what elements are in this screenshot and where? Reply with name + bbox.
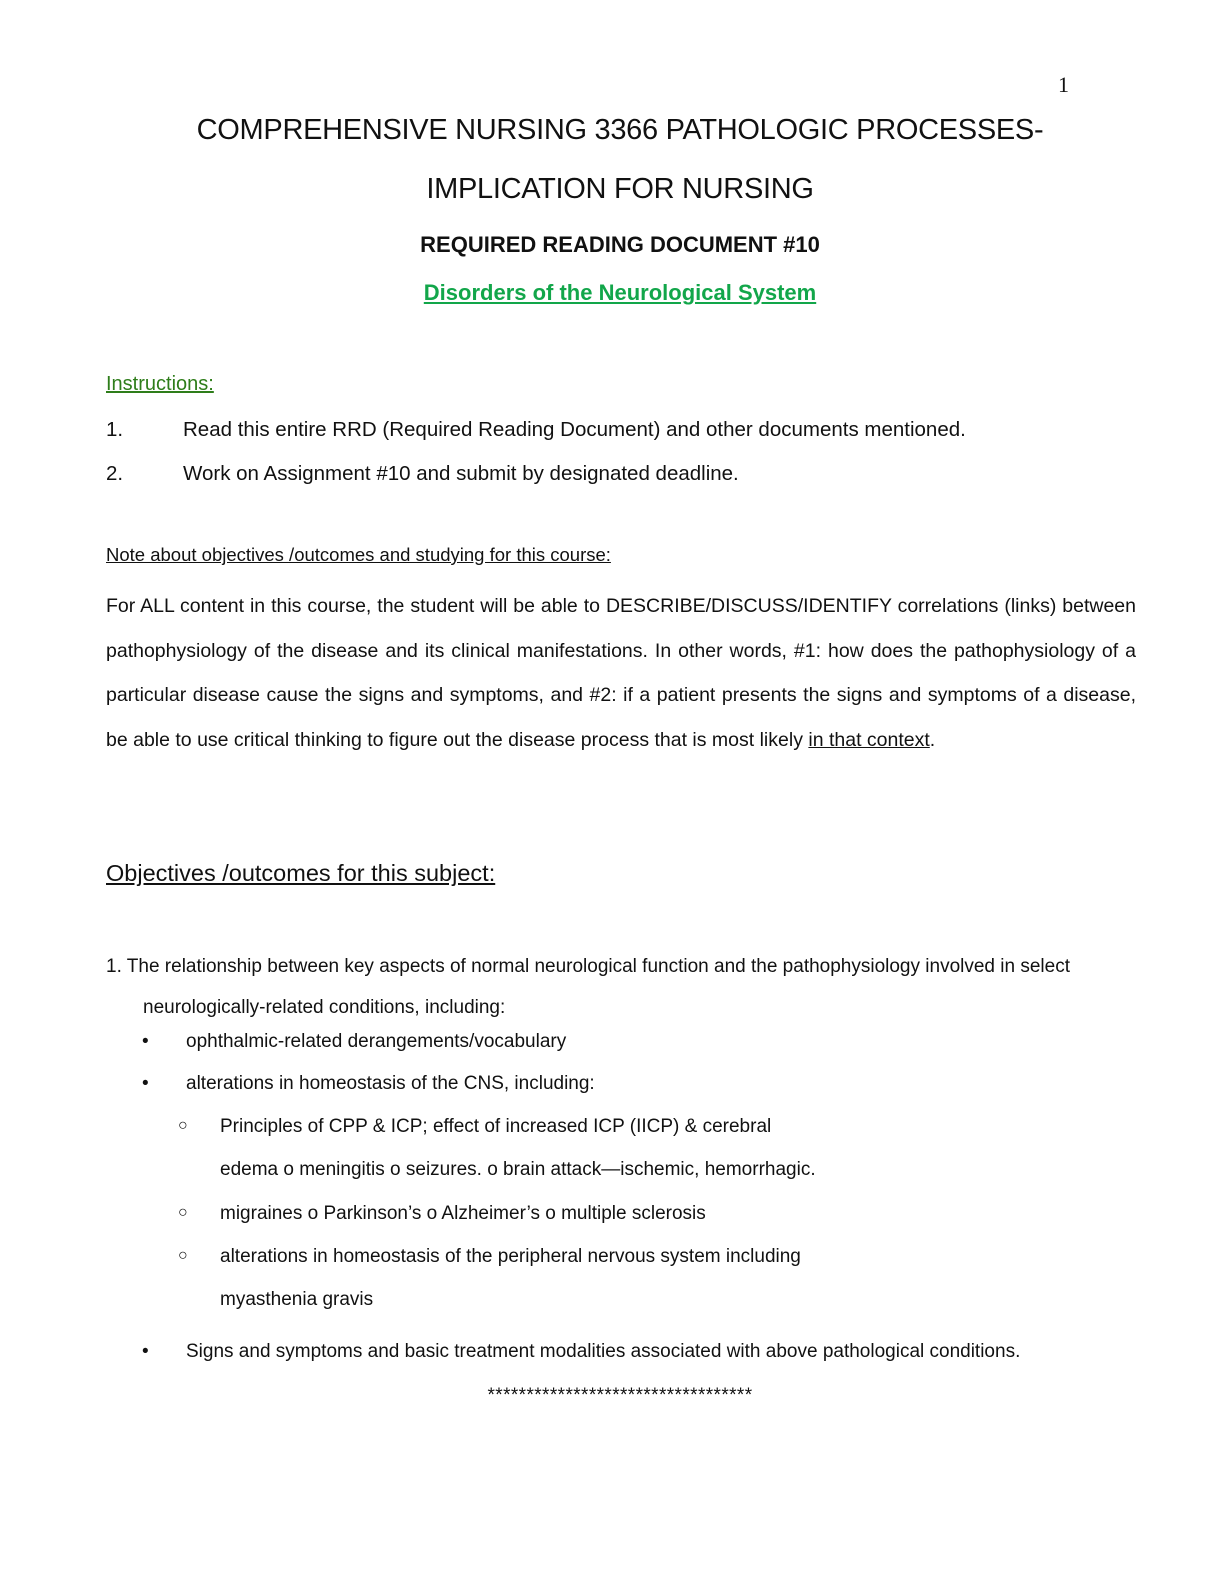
sub-bullet-line-2: myasthenia gravis xyxy=(220,1289,374,1310)
sub-bullet-text xyxy=(220,1192,706,1235)
page-number: 1 xyxy=(1058,72,1069,97)
note-body xyxy=(106,584,1136,762)
bullet-text: Signs and symptoms and basic treatment modalities associated with above pathological conditions. xyxy=(186,1341,1021,1362)
sub-bullet-line-1: migraines o Parkinson’s o Alzheimer’s o multiple sclerosis xyxy=(220,1203,706,1224)
note-label: Note about objectives /outcomes and studying for this course: xyxy=(106,544,611,565)
sub-bullet-line-2: edema o meningitis o seizures. o brain attack—ischemic, hemorrhagic. xyxy=(220,1159,816,1180)
instruction-number: 2. xyxy=(106,462,124,485)
instruction-text: Read this entire RRD (Required Reading Document) and other documents mentioned. xyxy=(183,418,966,441)
instruction-text: Work on Assignment #10 and submit by designated deadline. xyxy=(183,462,739,485)
instruction-item xyxy=(106,462,739,486)
document-subtitle: REQUIRED READING DOCUMENT #10 xyxy=(420,232,820,257)
objectives-heading: Objectives /outcomes for this subject: xyxy=(106,860,496,886)
bullet-icon: • xyxy=(142,1073,149,1094)
note-body-text: For ALL content in this course, the student will be able to DESCRIBE/DISCUSS/IDENTIFY correlations (links) between pathophysiology of the disease and its clinical manifestations. In other words, #1: how does the pathophysiology of a particular disease cause the signs and symptoms, and #2: if a patient presents the signs and symptoms of a disease, be able to use critical thinking to figure out the disease process that is most likely xyxy=(106,595,1136,751)
note-body-period: . xyxy=(929,728,936,751)
sub-bullet-line-1: alterations in homeostasis of the peripheral nervous system including xyxy=(220,1246,801,1267)
objectives-intro xyxy=(106,946,1146,1028)
document-title-line-2: IMPLICATION FOR NURSING xyxy=(426,173,814,205)
circle-bullet-icon: ○ xyxy=(178,1117,188,1134)
instructions-label: Instructions: xyxy=(106,373,214,395)
instruction-item xyxy=(106,418,966,442)
objectives-intro-line-1: 1. The relationship between key aspects of normal neurological function and the pathophysiology involved in select xyxy=(106,956,1070,977)
bullet-icon: • xyxy=(142,1341,149,1362)
document-title-line-1: COMPREHENSIVE NURSING 3366 PATHOLOGIC PROCESSES- xyxy=(196,114,1044,146)
sub-bullet-text xyxy=(220,1105,816,1191)
sub-bullet-text xyxy=(220,1235,801,1321)
circle-bullet-icon: ○ xyxy=(178,1247,188,1264)
asterisk-separator: ********************************** xyxy=(487,1385,753,1406)
note-body-underlined: in that context xyxy=(808,728,930,751)
objectives-intro-line-2: neurologically-related conditions, including: xyxy=(143,997,506,1018)
bullet-text: alterations in homeostasis of the CNS, including: xyxy=(186,1073,595,1094)
section-heading: Disorders of the Neurological System xyxy=(423,280,817,305)
bullet-icon: • xyxy=(142,1031,149,1052)
circle-bullet-icon: ○ xyxy=(178,1204,188,1221)
sub-bullet-line-1: Principles of CPP & ICP; effect of increased ICP (IICP) & cerebral xyxy=(220,1116,772,1137)
bullet-text: ophthalmic-related derangements/vocabulary xyxy=(186,1031,567,1052)
instruction-number: 1. xyxy=(106,418,124,441)
